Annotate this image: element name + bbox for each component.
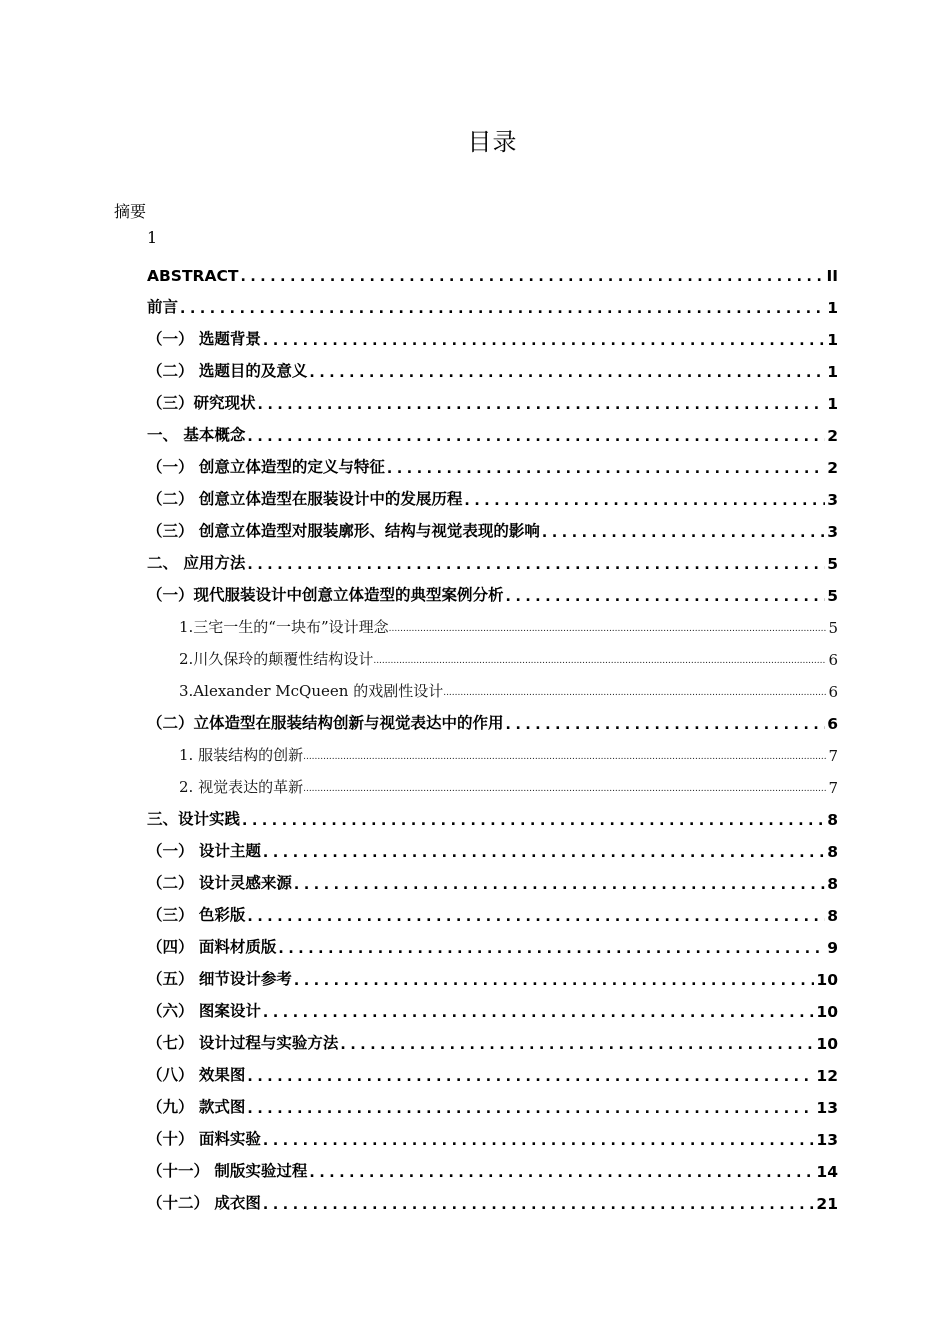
toc-leader-dots [261,1131,815,1149]
toc-leader-dots [245,907,825,925]
toc-leader-dots [385,459,825,477]
toc-entry-page: 8 [827,843,838,861]
toc-entry[interactable] [147,253,838,285]
toc-entry[interactable] [147,861,838,893]
toc-entry-page: 7 [828,747,838,765]
toc-entry[interactable] [147,797,838,829]
toc-leader-dots [245,1099,814,1117]
toc-leader-dots [540,523,825,541]
toc-leader-dots [504,715,826,733]
toc-leader-dots [303,784,826,797]
toc-entry-label: 二、 应用方法 [147,554,246,572]
toc-entry-label: ABSTRACT [147,267,239,285]
toc-leader-dots [389,624,827,637]
toc-entry[interactable] [147,1117,838,1149]
toc-entry-label: （十二） 成衣图 [147,1194,261,1212]
toc-entry-page: 12 [816,1067,838,1085]
toc-entry[interactable] [147,1085,838,1117]
toc-entry-page: 5 [827,555,838,573]
toc-leader-dots [245,427,825,445]
toc-entry-page: 8 [827,811,838,829]
toc-entry-label: （一） 选题背景 [147,330,261,348]
toc-entry-page: 13 [816,1099,838,1117]
toc-entry-label: 2.川久保玲的颠覆性结构设计 [179,650,374,668]
toc-entry-label: （一）现代服装设计中创意立体造型的典型案例分析 [147,586,504,604]
toc-entry-page: 8 [827,875,838,893]
toc-leader-dots [238,267,824,285]
toc-leader-dots [307,1163,814,1181]
toc-entry-label: （二） 设计灵感来源 [147,874,292,892]
toc-entry[interactable] [147,893,838,925]
toc-leader-dots [240,811,825,829]
toc-entry[interactable] [147,413,838,445]
toc-entry[interactable] [147,765,838,797]
toc-entry-page: 14 [816,1163,838,1181]
toc-leader-dots [245,555,825,573]
toc-entry-label: 前言 [147,298,179,316]
toc-leader-dots [245,1067,814,1085]
toc-entry-page: 1 [827,395,838,413]
toc-leader-dots [373,656,826,669]
toc-entry[interactable] [147,349,838,381]
toc-entry-page: 10 [816,1035,838,1053]
toc-entry-page: 5 [827,587,838,605]
toc-leader-dots [338,1035,814,1053]
toc-entry-page: 1 [827,299,838,317]
toc-entry-page: 13 [816,1131,838,1149]
toc-entry[interactable] [147,1021,838,1053]
toc-entry[interactable] [147,1181,838,1213]
toc-entry-label: 一、 基本概念 [147,426,246,444]
toc-entry[interactable] [147,733,838,765]
toc-entry-page: 8 [827,907,838,925]
toc-entry-label: （十） 面料实验 [147,1130,261,1148]
toc-leader-dots [178,299,825,317]
toc-entry[interactable] [147,509,838,541]
toc-entry-page: 6 [828,651,838,669]
toc-entry-label: （一） 设计主题 [147,842,261,860]
toc-entry[interactable] [147,989,838,1021]
toc-entry-page: 5 [828,619,838,637]
toc-leader-dots [256,395,826,413]
toc-leader-dots [462,491,825,509]
toc-entry-page: 3 [827,523,838,541]
toc-entry-page: 10 [816,1003,838,1021]
toc-entry-label: （九） 款式图 [147,1098,246,1116]
toc-entry[interactable] [147,541,838,573]
toc-entry-label: 三、设计实践 [147,810,241,828]
toc-entry[interactable] [147,701,838,733]
toc-entry-label: （五） 细节设计参考 [147,970,292,988]
toc-entry[interactable] [147,285,838,317]
toc-entry-label: （三） 色彩版 [147,906,246,924]
toc-entry-page: 7 [828,779,838,797]
toc-entry[interactable] [147,957,838,989]
toc-entry-label: （六） 图案设计 [147,1002,261,1020]
toc-entry-label: （四） 面料材质版 [147,938,277,956]
toc-leader-dots [443,688,826,701]
toc-entry-label: （三） 创意立体造型对服装廓形、结构与视觉表现的影响 [147,522,540,540]
toc-entry-page: II [826,267,838,285]
toc-entry-label: （七） 设计过程与实验方法 [147,1034,339,1052]
toc-leader-dots [292,875,825,893]
toc-entry[interactable] [147,573,838,605]
toc-entry-page: 6 [827,715,838,733]
toc-leader-dots [261,331,825,349]
toc-leader-dots [261,843,825,861]
toc-entry-page: 1 [827,363,838,381]
toc-leader-dots [261,1195,815,1213]
toc-entry[interactable] [147,669,838,701]
toc-entry-label: 1.三宅一生的“一块布”设计理念 [179,618,389,636]
toc-entry[interactable] [147,1149,838,1181]
toc-entry-label: 3.Alexander McQueen 的戏剧性设计 [179,682,444,700]
toc-entry-label: （二） 创意立体造型在服装设计中的发展历程 [147,490,463,508]
toc-entry-page: 3 [827,491,838,509]
toc-leader-dots [276,939,825,957]
toc-abstract-label: 摘要 [114,202,147,221]
toc-entry-label: （十一） 制版实验过程 [147,1162,308,1180]
toc-entry[interactable] [147,381,838,413]
toc-entry[interactable] [147,445,838,477]
toc-entry-label: （一） 创意立体造型的定义与特征 [147,458,385,476]
toc-entry-label: 2. 视觉表达的革新 [179,778,304,796]
toc-entry-label: 1. 服装结构的创新 [179,746,304,764]
toc-entry[interactable] [147,637,838,669]
toc-entry-page: 21 [816,1195,838,1213]
toc-abstract-page: 1 [147,228,158,247]
toc-leader-dots [504,587,826,605]
toc-entry[interactable] [147,829,838,861]
toc-leader-dots [303,752,826,765]
toc-entry[interactable] [147,1053,838,1085]
toc-entry-label: （三）研究现状 [147,394,256,412]
toc-entry-page: 2 [827,459,838,477]
toc-entry[interactable] [147,317,838,349]
toc-entry[interactable] [147,477,838,509]
toc-title: 目录 [467,128,518,156]
toc-entry-label: （二）立体造型在服装结构创新与视觉表达中的作用 [147,714,504,732]
toc-list [147,253,838,1213]
toc-entry-label: （八） 效果图 [147,1066,246,1084]
toc-entry-page: 6 [828,683,838,701]
toc-entry-page: 2 [827,427,838,445]
toc-entry-page: 10 [816,971,838,989]
toc-entry[interactable] [147,605,838,637]
toc-leader-dots [307,363,825,381]
toc-entry-page: 1 [827,331,838,349]
toc-entry-label: （二） 选题目的及意义 [147,362,308,380]
toc-entry[interactable] [147,925,838,957]
toc-leader-dots [292,971,815,989]
toc-entry-page: 9 [827,939,838,957]
toc-leader-dots [261,1003,815,1021]
